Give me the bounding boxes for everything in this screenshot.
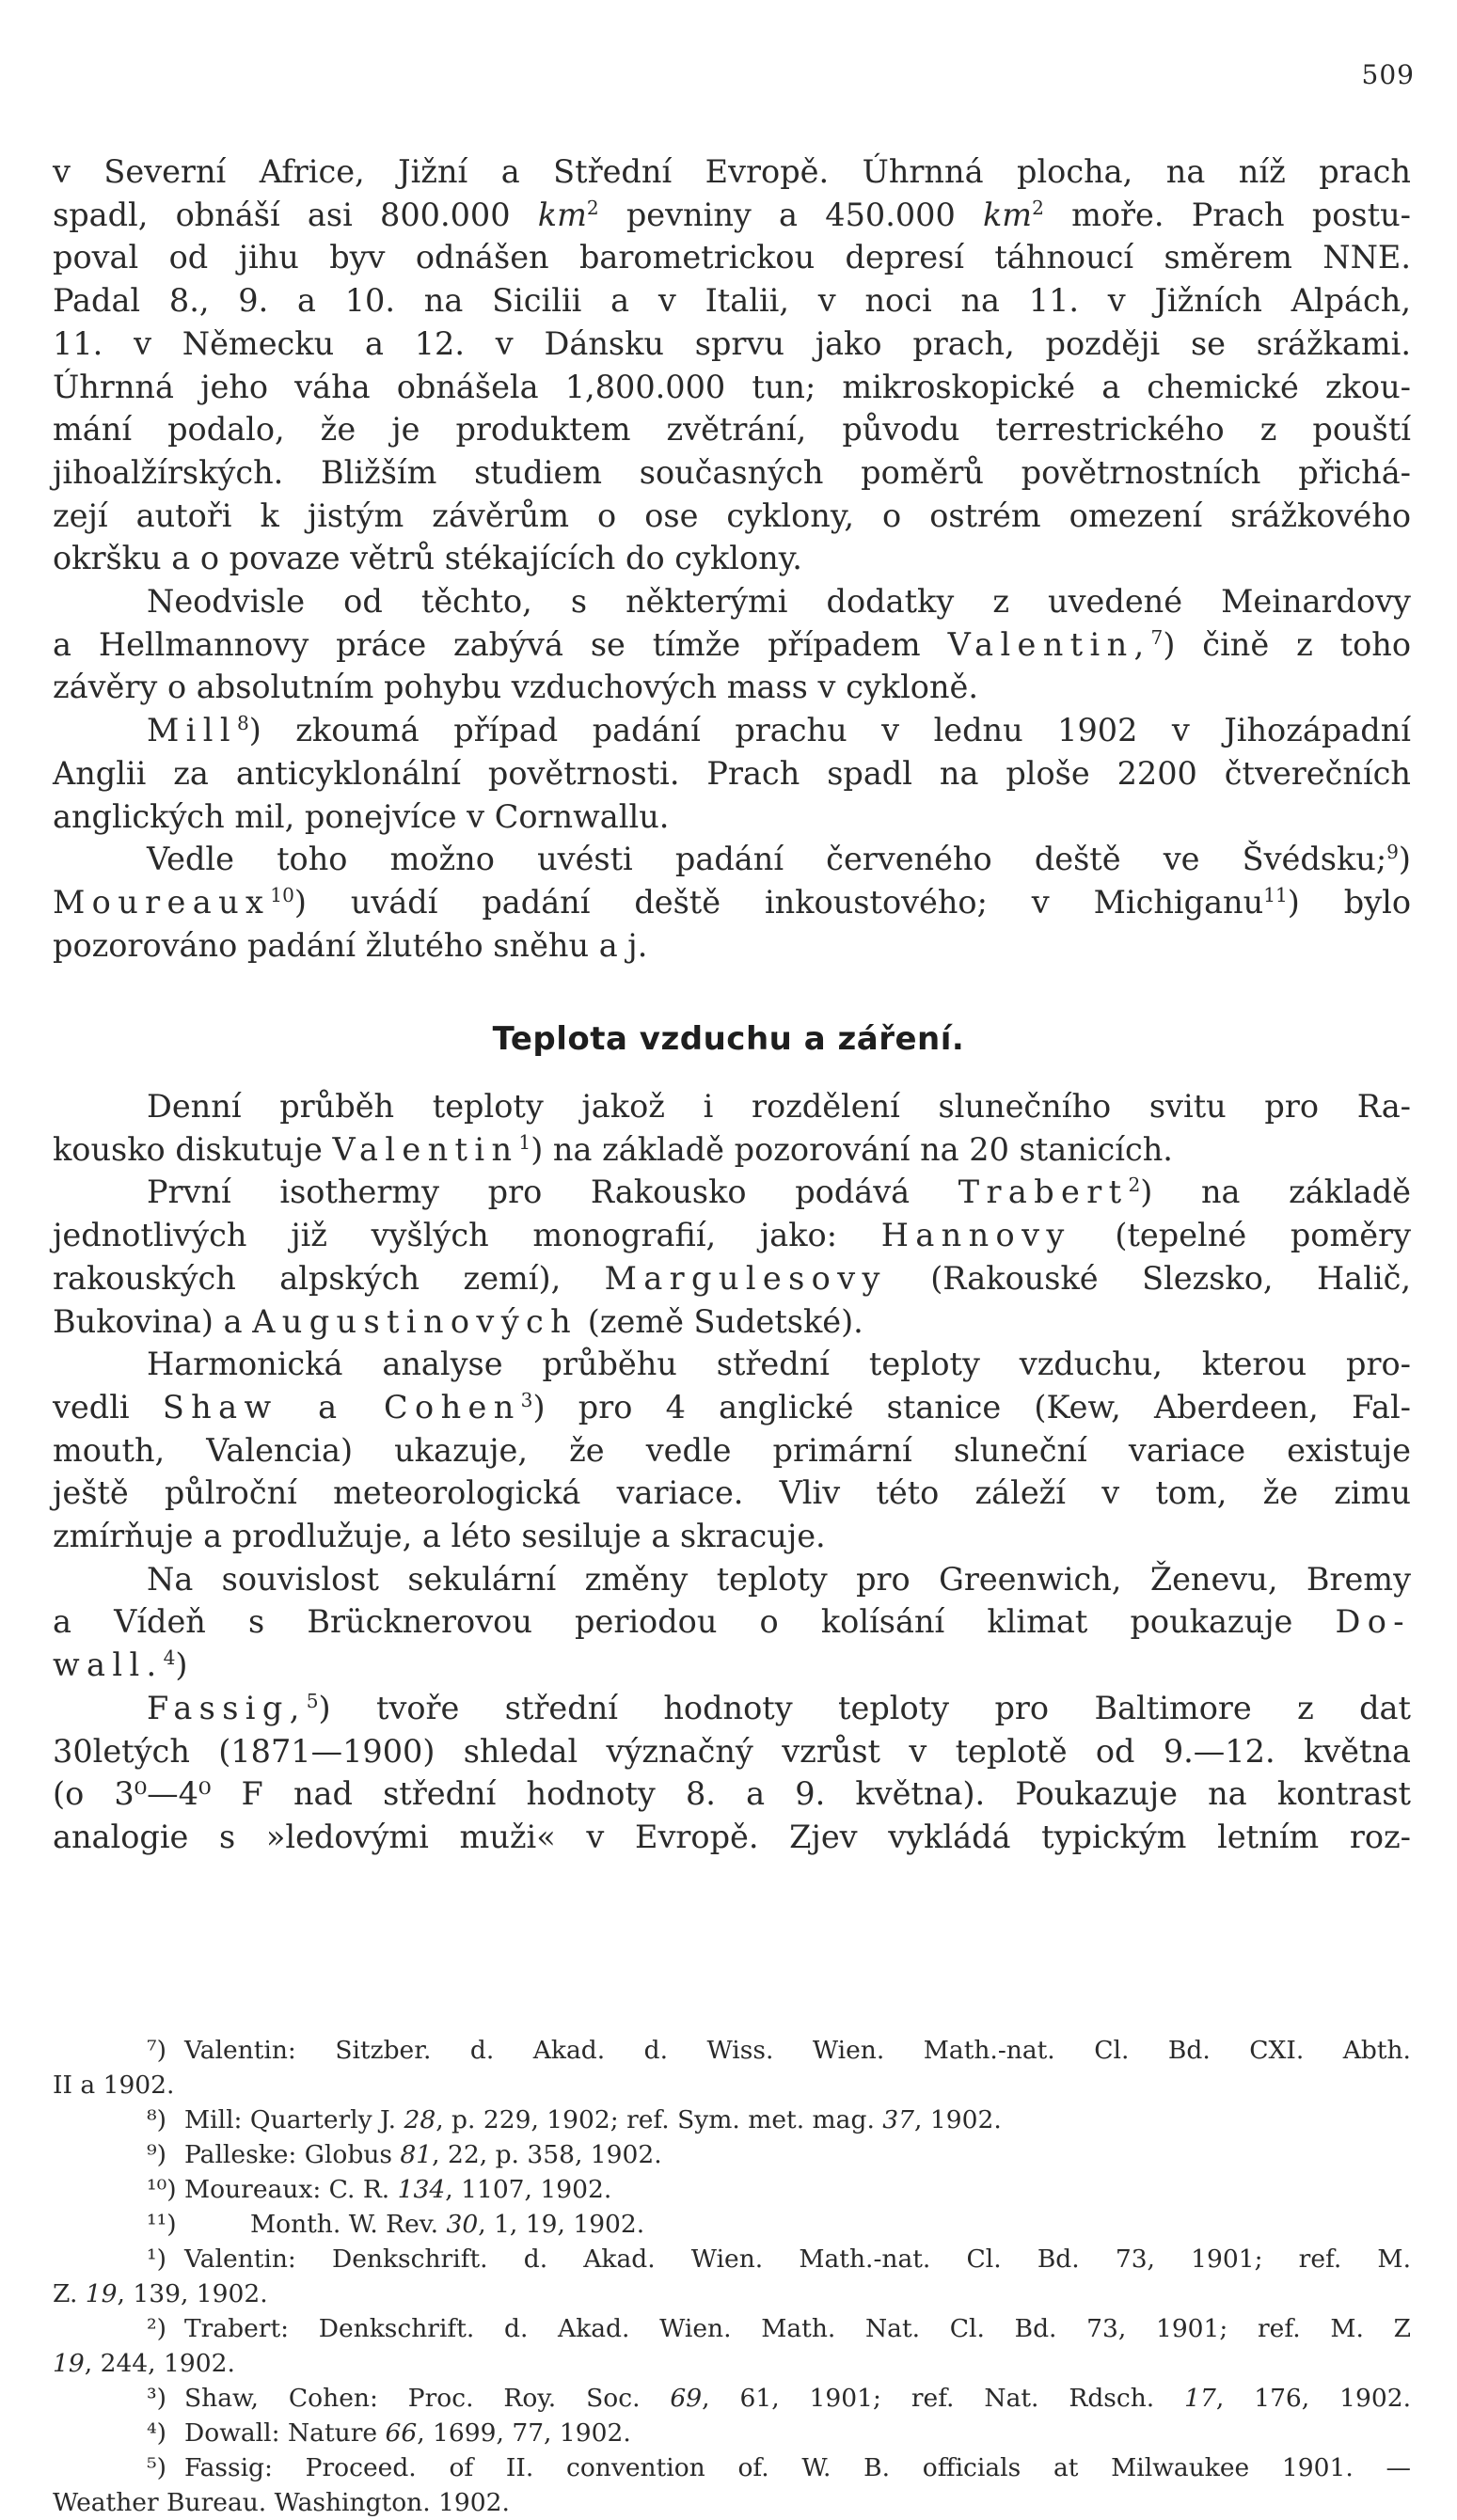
footnote: ⁴) Dowall: Nature 66, 1699, 77, 1902.	[147, 2418, 631, 2448]
text-line: (o 3⁰—4⁰ F nad střední hodnoty 8. a 9. května). Poukazuje na kontrast	[53, 1775, 1411, 1813]
text-line: anglických mil, ponejvíce v Cornwallu.	[53, 797, 670, 835]
text-line: v Severní Africe, Jižní a Střední Evropě. Úhrnná plocha, na níž prach	[53, 153, 1411, 190]
text-line: kousko diskutuje Valentin$^1$) na základě pozorování na 20 stanicích.	[53, 1130, 1173, 1168]
footnote: ⁸) Mill: Quarterly J. 28, p. 229, 1902; ref. Sym. met. mag. 37, 1902.	[147, 2105, 1002, 2134]
footnote: ²) Trabert: Denkschrift. d. Akad. Wien. Math. Nat. Cl. Bd. 73, 1901; ref. M. Z	[147, 2314, 1411, 2343]
text-line: pozorováno padání žlutého sněhu a j.	[53, 926, 648, 964]
main-text-upper	[53, 150, 1411, 967]
text-line: Padal 8., 9. a 10. na Sicilii a v Italii, v noci na 11. v Jižních Alpách,	[53, 282, 1411, 320]
footnote: ⁵) Fassig: Proceed. of II. convention of. W. B. officials at Milwaukee 1901. —	[147, 2453, 1411, 2482]
text-line: 11. v Německu a 12. v Dánsku sprvu jako prach, později se srážkami.	[53, 324, 1411, 362]
text-line: Harmonická analyse průběhu střední teploty vzduchu, kterou pro-	[147, 1346, 1411, 1383]
text-line: První isothermy pro Rakousko podává Trabert$^2$) na základě	[147, 1173, 1411, 1211]
footnote: ¹¹) Month. W. Rev. 30, 1, 19, 1902.	[147, 2210, 645, 2239]
text-line: Anglii za anticyklonální povětrnosti. Prach spadl na ploše 2200 čtverečních	[53, 754, 1411, 792]
text-line: 30letých (1871—1900) shledal význačný vzrůst v teplotě od 9.—12. května	[53, 1732, 1411, 1770]
text-line: vedli Shaw a Cohen$^3$) pro 4 anglické stanice (Kew, Aberdeen, Fal-	[53, 1388, 1411, 1425]
text-line: Na souvislost sekulární změny teploty pro Greenwich, Ženevu, Bremy	[147, 1560, 1411, 1598]
text-line: Bukovina) a Augustinových (země Sudetské).	[53, 1302, 863, 1340]
text-line: mouth, Valencia) ukazuje, že vedle primární sluneční variace existuje	[53, 1431, 1411, 1469]
text-line: závěry o absolutním pohybu vzduchových mass v cykloně.	[53, 669, 978, 706]
text-line: Denní průběh teploty jakož i rozdělení slunečního svitu pro Ra-	[147, 1088, 1411, 1125]
footnote-continuation: Weather Bureau. Washington. 1902.	[53, 2488, 510, 2517]
text-line: Vedle toho možno uvésti padání červeného deště ve Švédsku;$^9$)	[147, 841, 1411, 878]
text-line: okršku a o povaze větrů stékajících do cyklony.	[53, 540, 802, 577]
text-line: poval od jihu byv odnášen barometrickou depresí táhnoucí směrem NNE.	[53, 239, 1411, 276]
text-line: jednotlivých již vyšlých monografií, jako: Hannovy (tepelné poměry	[53, 1217, 1411, 1254]
text-line: wall.$^4$)	[53, 1646, 188, 1684]
footnote: ⁷) Valentin: Sitzber. d. Akad. d. Wiss. Wien. Math.-nat. Cl. Bd. CXI. Abth.	[147, 2036, 1411, 2065]
text-line: Moureaux$^{10}$) uvádí padání deště inkoustového; v Michiganu$^{11}$) bylo	[53, 883, 1411, 921]
footnotes	[53, 2033, 1411, 2520]
text-line: jihoalžírských. Bližším studiem současných poměrů povětrnostních přichá-	[53, 453, 1411, 491]
footnote: ³) Shaw, Cohen: Proc. Roy. Soc. 69, 61, 1901; ref. Nat. Rdsch. 17, 176, 1902.	[147, 2384, 1411, 2413]
text-line: analogie s »ledovými muži« v Evropě. Zjev vykládá typickým letním roz-	[53, 1818, 1411, 1855]
text-line: mání podalo, že je produktem zvětrání, původu terrestrického z pouští	[53, 411, 1411, 449]
text-line: a Hellmannovy práce zabývá se tímže případem Valentin,$^7$) čině z toho	[53, 625, 1412, 663]
text-line: zmírňuje a prodlužuje, a léto sesiluje a skracuje.	[53, 1518, 826, 1555]
text-line: zejí autoři k jistým závěrům o ose cyklony, o ostrém omezení srážkového	[53, 496, 1411, 534]
footnote: ⁹) Palleske: Globus 81, 22, p. 358, 1902.	[147, 2140, 662, 2169]
footnote-continuation: 19, 244, 1902.	[53, 2349, 235, 2378]
footnote-continuation: Z. 19, 139, 1902.	[53, 2279, 268, 2308]
footnote: ¹) Valentin: Denkschrift. d. Akad. Wien. Math.-nat. Cl. Bd. 73, 1901; ref. M.	[147, 2244, 1411, 2274]
footnote-continuation: II a 1902.	[53, 2071, 175, 2100]
text-line: Neodvisle od těchto, s některými dodatky z uvedené Meinardovy	[147, 583, 1411, 621]
text-line: Fassig,$^5$) tvoře střední hodnoty teploty pro Baltimore z dat	[147, 1689, 1411, 1726]
text-line: rakouských alpských zemí), Margulesovy (Rakouské Slezsko, Halič,	[53, 1259, 1411, 1297]
text-line: spadl, obnáší asi 800.000 $km^2$ pevniny a 450.000 $km^2$ moře. Prach postu-	[53, 196, 1411, 233]
text-line: Mill$^8$) zkoumá případ padání prachu v lednu 1902 v Jihozápadní	[147, 711, 1411, 749]
text-line: ještě půlroční meteorologická variace. Vliv této záleží v tom, že zimu	[53, 1474, 1411, 1512]
page-number: 509	[1361, 59, 1415, 90]
text-line: Úhrnná jeho váha obnášela 1,800.000 tun; mikroskopické a chemické zkou-	[53, 368, 1411, 405]
section-heading: Teplota vzduchu a záření.	[492, 1020, 965, 1058]
footnote: ¹⁰) Moureaux: C. R. 134, 1107, 1902.	[147, 2175, 612, 2204]
main-text-lower	[53, 1085, 1411, 1859]
text-line: a Vídeň s Brücknerovou periodou o kolísání klimat poukazuje Do-	[53, 1603, 1411, 1641]
